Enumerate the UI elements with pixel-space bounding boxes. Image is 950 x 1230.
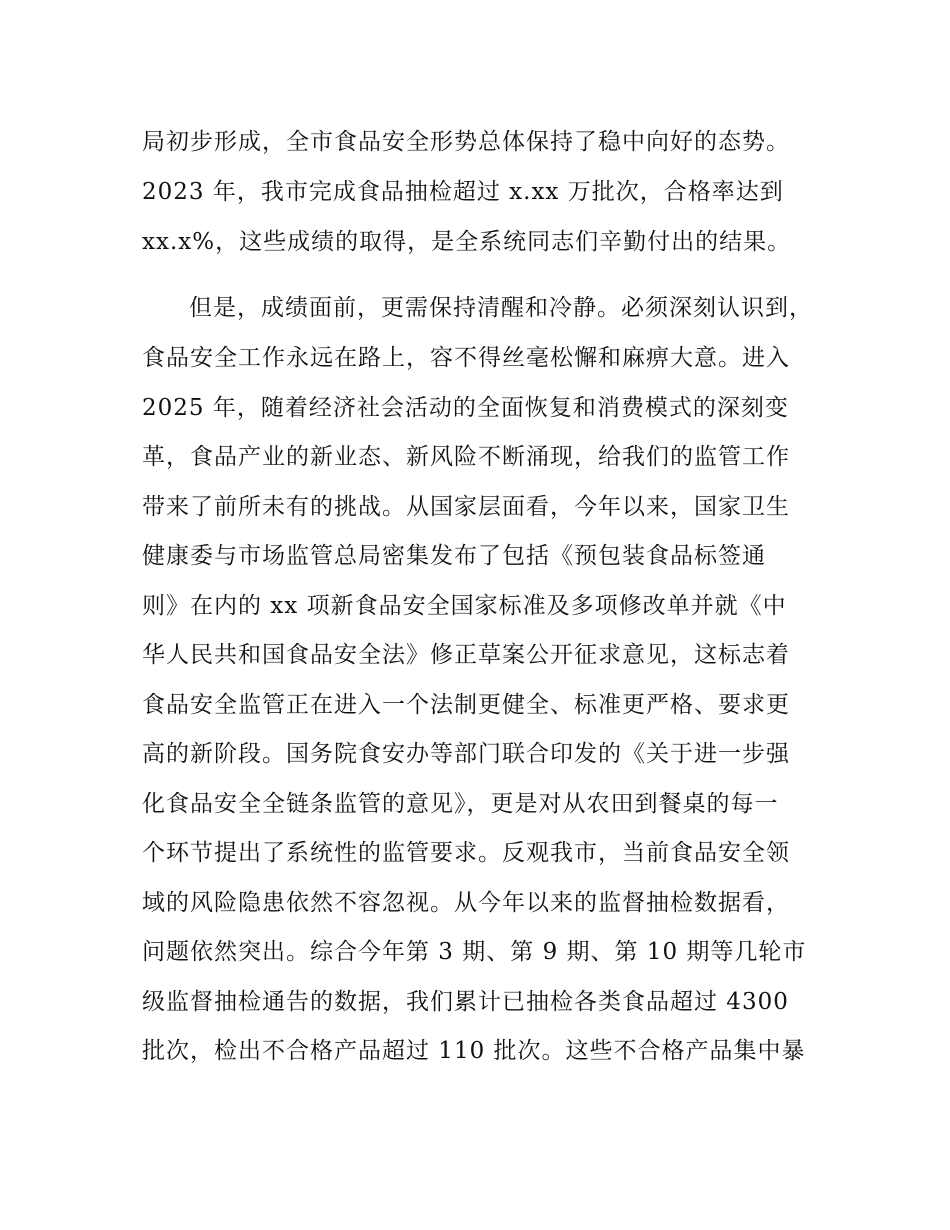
- paragraph-2-line-12: 个环节提出了系统性的监管要求。反观我市，当前食品安全领: [142, 840, 790, 866]
- paragraph-2-line-14: 问题依然突出。综合今年第 3 期、第 9 期、第 10 期等几轮市: [142, 939, 807, 965]
- paragraph-2-line-10: 高的新阶段。国务院食安办等部门联合印发的《关于进一步强: [142, 741, 790, 767]
- paragraph-2-line-13: 域的风险隐患依然不容忽视。从今年以来的监督抽检数据看，: [142, 890, 790, 916]
- paragraph-2-line-2: 食品安全工作永远在路上，容不得丝毫松懈和麻痹大意。进入: [142, 345, 790, 371]
- paragraph-2-line-16: 批次，检出不合格产品超过 110 批次。这些不合格产品集中暴: [142, 1038, 806, 1064]
- paragraph-2-line-3: 2025 年，随着经济社会活动的全面恢复和消费模式的深刻变: [142, 395, 789, 421]
- paragraph-2-line-5: 带来了前所未有的挑战。从国家层面看，今年以来，国家卫生: [142, 494, 790, 520]
- paragraph-1-line-1: 局初步形成，全市食品安全形势总体保持了稳中向好的态势。: [142, 129, 790, 155]
- paragraph-2-line-11: 化食品安全全链条监管的意见》，更是对从农田到餐桌的每一: [142, 791, 779, 817]
- paragraph-2-line-8: 华人民共和国食品安全法》修正草案公开征求意见，这标志着: [142, 642, 790, 668]
- paragraph-2-line-4: 革，食品产业的新业态、新风险不断涌现，给我们的监管工作: [142, 444, 790, 470]
- paragraph-2-line-7: 则》在内的 xx 项新食品安全国家标准及多项修改单并就《中: [142, 593, 787, 619]
- paragraph-2-line-6: 健康委与市场监管总局密集发布了包括《预包装食品标签通: [142, 543, 766, 569]
- paragraph-2-line-15: 级监督抽检通告的数据，我们累计已抽检各类食品超过 4300: [142, 989, 789, 1015]
- paragraph-1-line-3: xx.x%，这些成绩的取得，是全系统同志们辛勤付出的结果。: [142, 229, 792, 255]
- paragraph-1-line-2: 2023 年，我市完成食品抽检超过 x.xx 万批次，合格率达到: [142, 179, 784, 205]
- paragraph-2-line-9: 食品安全监管正在进入一个法制更健全、标准更严格、要求更: [142, 692, 790, 718]
- paragraph-2-line-1: 但是，成绩面前，更需保持清醒和冷静。必须深刻认识到，: [189, 295, 813, 321]
